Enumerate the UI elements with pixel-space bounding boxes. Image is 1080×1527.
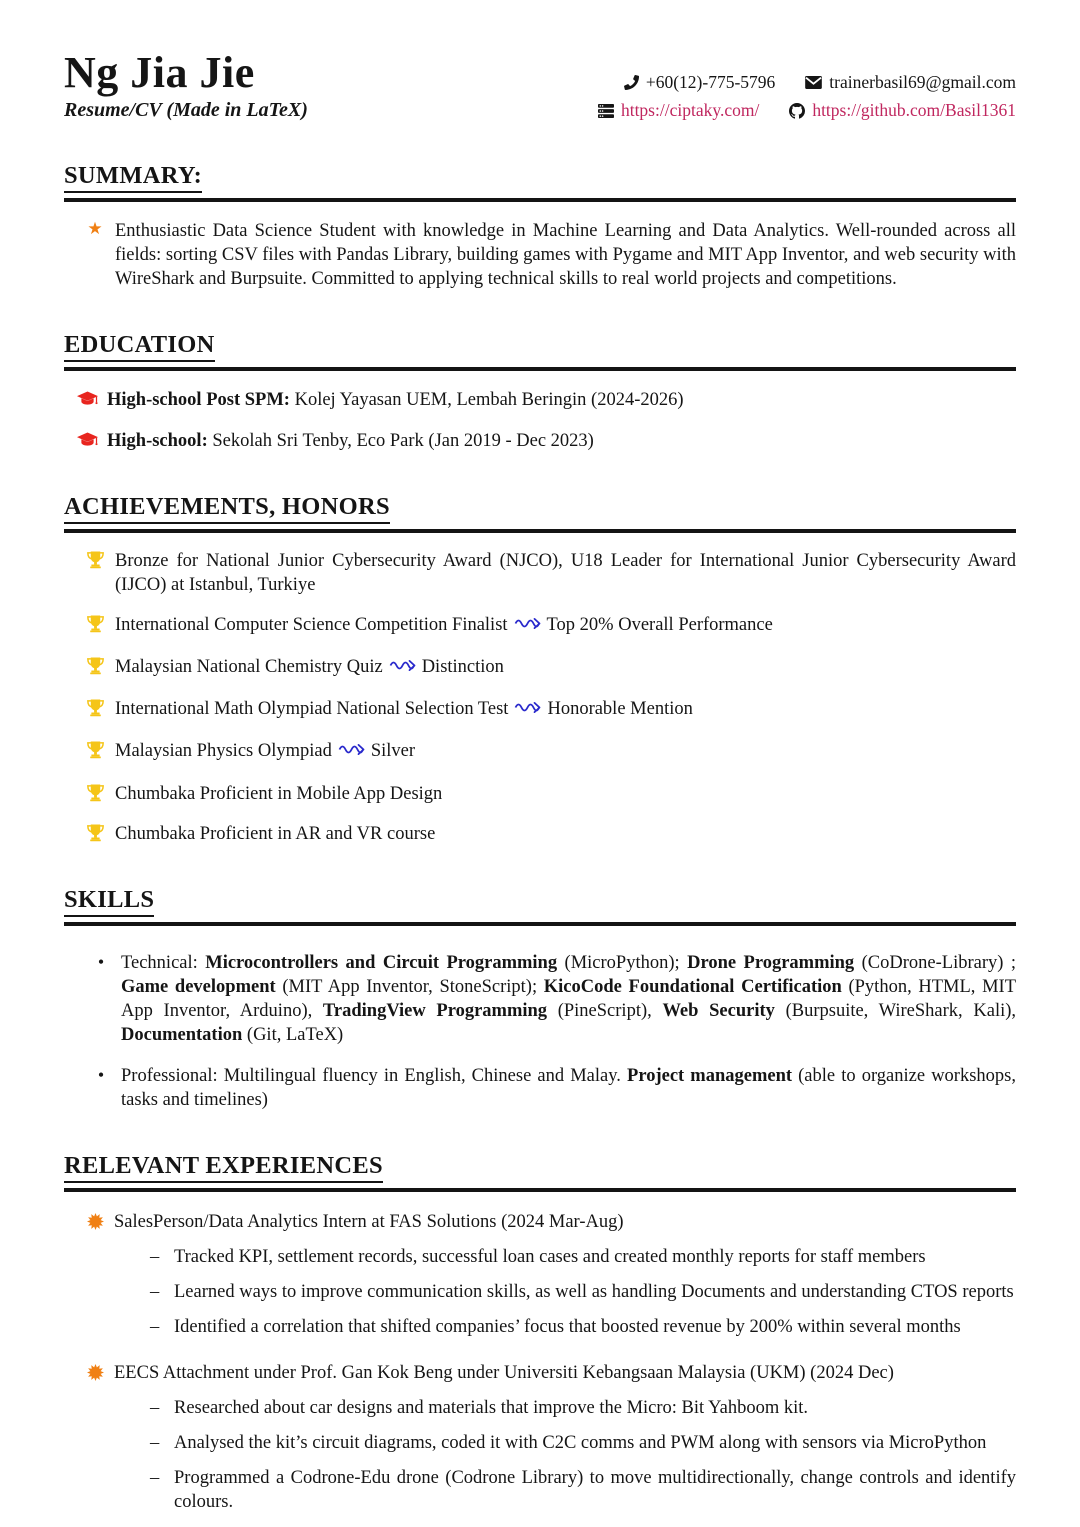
section-experiences (64, 1152, 1016, 1514)
education-heading-rule (64, 331, 1016, 371)
section-title-achievements: ACHIEVEMENTS, HONORS (64, 493, 390, 524)
summary-body (64, 219, 1016, 291)
experiences-heading-rule (64, 1152, 1016, 1192)
experience-bullet: – Tracked KPI, settlement records, successful loan cases and created monthly reports for staff members (150, 1245, 1016, 1269)
achievement-item (84, 549, 1016, 597)
education-entry (107, 429, 594, 453)
website-link[interactable]: https://ciptaky.com/ (620, 100, 760, 120)
server-icon (598, 104, 614, 118)
achievement-result: Top 20% Overall Performance (546, 615, 773, 636)
summary-heading-rule (64, 162, 1016, 202)
contact-row-1 (598, 72, 1016, 93)
education-body (64, 388, 1016, 453)
dot-bullet-icon: • (97, 951, 105, 972)
contact-email (805, 72, 1016, 93)
github-link[interactable]: https://github.com/Basil1361 (812, 100, 1016, 120)
graduation-cap-icon (76, 429, 98, 453)
trophy-icon (84, 739, 106, 765)
achievement-item (84, 782, 1016, 806)
achievement-result: Honorable Mention (547, 699, 693, 720)
dash-bullet-icon: – (150, 1246, 160, 1267)
trophy-icon (84, 549, 106, 597)
section-education (64, 331, 1016, 453)
achievement-text: Chumbaka Proficient in Mobile App Design (115, 783, 443, 804)
achievement-item (84, 822, 1016, 846)
achievement-item (84, 655, 1016, 681)
contact-phone (624, 72, 775, 93)
experience-title: SalesPerson/Data Analytics Intern at FAS Solutions (2024 Mar-Aug) (114, 1211, 624, 1232)
phone-icon (624, 75, 639, 90)
dot-bullet-icon: • (97, 1064, 105, 1085)
achievement-item (84, 697, 1016, 723)
github-icon (789, 103, 805, 119)
experience-bullet: – Analysed the kit’s circuit diagrams, coded it with C2C comms and PWM along with sensors via MicroPython (150, 1431, 1016, 1455)
skills-heading-rule (64, 886, 1016, 926)
education-item (76, 429, 1016, 453)
experience-item (84, 1210, 1016, 1339)
graduation-cap-icon (76, 388, 98, 412)
star-icon: ★ (87, 219, 103, 239)
achievement-text: Malaysian Physics Olympiad Silver (115, 739, 415, 765)
education-entry (107, 388, 684, 412)
section-skills (64, 886, 1016, 1112)
achievement-text: Malaysian National Chemistry Quiz Distinction (115, 655, 504, 681)
dash-bullet-icon: – (150, 1281, 160, 1302)
squiggle-arrow-icon (514, 699, 541, 723)
trophy-icon (84, 697, 106, 723)
trophy-icon (84, 782, 106, 806)
section-title-summary: SUMMARY: (64, 162, 202, 193)
experience-bullets (150, 1245, 1016, 1339)
skills-body (64, 926, 1016, 1112)
skills-professional-text: Professional: Multilingual fluency in English, Chinese and Malay. Project management (able to organize workshops, tasks and timelines) (121, 1065, 1016, 1110)
experience-bullets (150, 1396, 1016, 1514)
achievement-item (84, 739, 1016, 765)
contact-block (598, 72, 1016, 128)
sunburst-icon (84, 1361, 106, 1381)
contact-website (598, 100, 759, 121)
contact-row-2 (598, 100, 1016, 121)
dash-bullet-icon: – (150, 1433, 160, 1454)
squiggle-arrow-icon (389, 657, 416, 681)
dash-bullet-icon: – (150, 1398, 160, 1419)
experience-bullet: – Identified a correlation that shifted companies’ focus that boosted revenue by 200% within several months (150, 1315, 1016, 1339)
identity-block (64, 50, 308, 122)
section-summary (64, 162, 1016, 291)
education-degree-label: High-school: (107, 431, 208, 452)
email-address: trainerbasil69@gmail.com (829, 72, 1016, 92)
achievement-text: International Math Olympiad National Selection Test Honorable Mention (115, 697, 693, 723)
achievement-item (84, 613, 1016, 639)
summary-text: Enthusiastic Data Science Student with knowledge in Machine Learning and Data Analytics. Well-rounded across all fields: sorting CSV files with Pandas Library, building games with Pygame and MIT App Inventor, and web security with WireShark and Burpsuite. Committed to applying technical skills to real world projects and competitions. (115, 221, 1016, 290)
experience-bullet: – Learned ways to improve communication skills, as well as handling Documents and understanding CTOS reports (150, 1280, 1016, 1304)
education-degree-label: High-school Post SPM: (107, 390, 290, 411)
skills-item (90, 951, 1016, 1047)
dash-bullet-icon: – (150, 1468, 160, 1489)
education-school: Kolej Yayasan UEM, Lembah Beringin (2024-2026) (294, 390, 684, 411)
trophy-icon (84, 822, 106, 846)
experience-title: EECS Attachment under Prof. Gan Kok Beng under Universiti Kebangsaan Malaysia (UKM) (2024 Dec) (114, 1363, 894, 1384)
trophy-icon (84, 655, 106, 681)
header (64, 50, 1016, 128)
experience-title-row (84, 1210, 1016, 1234)
achievement-text: International Computer Science Competition Finalist Top 20% Overall Performance (115, 613, 773, 639)
experience-bullet: – Researched about car designs and materials that improve the Micro: Bit Yahboom kit. (150, 1396, 1016, 1420)
experience-bullet: – Programmed a Codrone-Edu drone (Codrone Library) to move multidirectionally, change controls and identify colours. (150, 1466, 1016, 1514)
achievements-heading-rule (64, 493, 1016, 533)
summary-item (84, 219, 1016, 291)
education-item (76, 388, 1016, 412)
contact-github (789, 100, 1016, 121)
section-title-experiences: RELEVANT EXPERIENCES (64, 1152, 383, 1183)
skills-item (90, 1064, 1016, 1112)
dash-bullet-icon: – (150, 1317, 160, 1338)
achievements-body (64, 549, 1016, 845)
achievement-text: Chumbaka Proficient in AR and VR course (115, 823, 436, 844)
resume-subtitle: Resume/CV (Made in LaTeX) (64, 99, 308, 122)
phone-number: +60(12)-775-5796 (645, 72, 776, 92)
squiggle-arrow-icon (338, 741, 365, 765)
section-title-skills: SKILLS (64, 886, 154, 917)
person-name: Ng Jia Jie (64, 48, 255, 97)
sunburst-icon (84, 1210, 106, 1230)
experience-title-row (84, 1361, 1016, 1385)
squiggle-arrow-icon (514, 615, 541, 639)
experiences-body (64, 1210, 1016, 1514)
section-achievements (64, 493, 1016, 845)
achievement-result: Distinction (421, 657, 504, 678)
skills-technical-text: Technical: Microcontrollers and Circuit Programming (MicroPython); Drone Programming (CoDrone-Library) ; Game development (MIT App Inventor, StoneScript); KicoCode Foundational Certification (Python, HTML, MIT App Inventor, Arduino), TradingView Programming (PineScript), Web Security (Burpsuite, WireShark, Kali), Documentation (Git, LaTeX) (121, 952, 1017, 1045)
achievement-text: Bronze for National Junior Cybersecurity Award (NJCO), U18 Leader for International Junior Cybersecurity Award (IJCO) at Istanbul, Turkiye (115, 551, 1016, 596)
experience-item (84, 1361, 1016, 1514)
section-title-education: EDUCATION (64, 331, 215, 362)
trophy-icon (84, 613, 106, 639)
achievement-result: Silver (370, 741, 416, 762)
envelope-icon (805, 76, 822, 89)
education-school: Sekolah Sri Tenby, Eco Park (Jan 2019 - Dec 2023) (212, 431, 594, 452)
